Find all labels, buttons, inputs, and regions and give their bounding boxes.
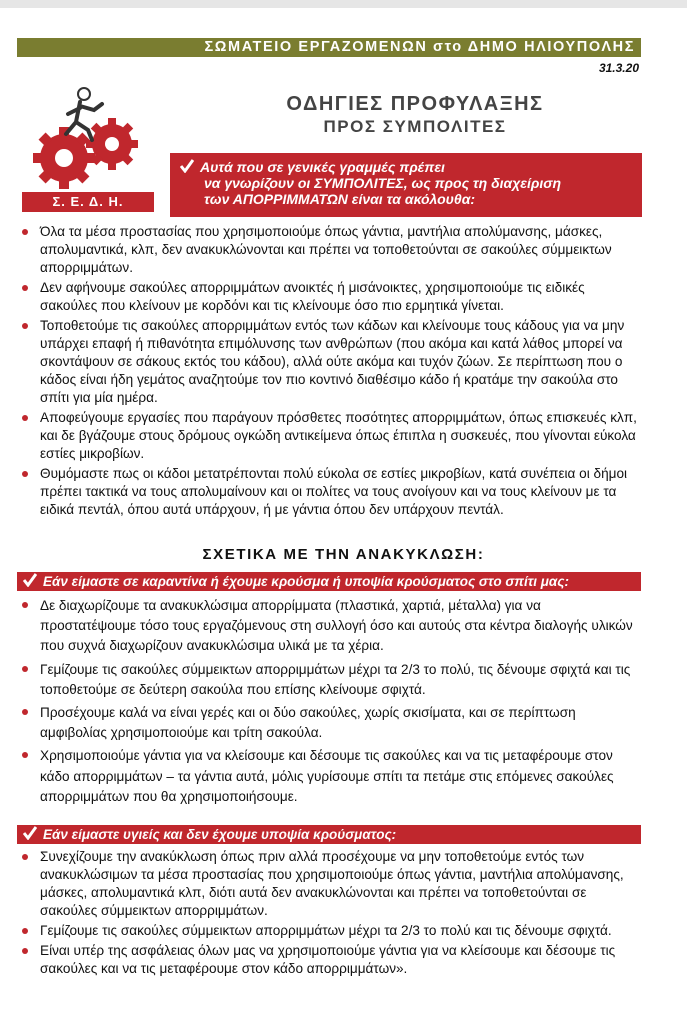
list-item-text: Συνεχίζουμε την ανακύκλωση όπως πριν αλλά προσέχουμε να μην τοποθετούμε εντός των ανακυκλώσιμων τα μέσα προστασίας που χρησιμοποιούμε όπως γάντια, μαντήλια απολύμανσης, μάσκες, απολυμαντικά κλπ, διότι αυτά δεν ανακυκλώνονται και πρέπει να τοποθετούνται σε σακούλες σύμμεικτων απορριμμάτων. [40,849,624,918]
section3-list [40,848,640,980]
section1-intro-line-1 [180,159,632,175]
section2-bar [17,572,641,591]
section1-intro-line-3: των ΑΠΟΡΡΙΜΜΑΤΩΝ είναι τα ακόλουθα: [204,191,476,207]
list-item-text: Γεμίζουμε τις σακούλες σύμμεικτων απορριμμάτων μέχρι τα 2/3 το πολύ και τις δένουμε σφιχτά. [40,923,612,938]
list-item [40,279,640,315]
list-item [40,409,640,463]
bullet-icon [22,229,28,235]
section2-bar-text: Εάν είμαστε σε καραντίνα ή έχουμε κρούσμα ή υποψία κρούσματος στο σπίτι μας: [43,574,569,589]
list-item [40,942,640,978]
list-item-text: Γεμίζουμε τις σακούλες σύμμεικτων απορριμμάτων μέχρι τα 2/3 το πολύ, τις δένουμε σφιχτά και τις τοποθετούμε σε δεύτερη σακούλα που επίσης κλείνουμε σφιχτά. [40,661,631,697]
list-item [40,317,640,407]
recycling-heading: ΣΧΕΤΙΚΑ ΜΕ ΤΗΝ ΑΝΑΚΥΚΛΩΣΗ: [202,546,485,563]
list-item [40,848,640,920]
union-name-bar: ΣΩΜΑΤΕΙΟ ΕΡΓΑΖΟΜΕΝΩΝ στο ΔΗΜΟ ΗΛΙΟΥΠΟΛΗΣ [17,38,641,57]
bullet-icon [22,854,28,860]
list-item [40,703,640,743]
section1-list [40,223,640,521]
checkmark-icon [180,159,194,173]
section1-intro-box [170,153,642,217]
bullet-icon [22,709,28,715]
list-item-text: Αποφεύγουμε εργασίες που παράγουν πρόσθετες ποσότητες απορριμμάτων, όπως επισκευές κλπ, και δε βγάζουμε στους δρόμους ογκώδη αντικείμενα όπως έπιπλα η συσκευές, που γίνονται εύκολα εστίες μικροβίων. [40,410,637,461]
title-line-2: ΠΡΟΣ ΣΥΜΠΟΛΙΤΕΣ [323,117,507,136]
section1-intro-line-2: να γνωρίζουν οι ΣΥΜΠΟΛΙΤΕΣ, ως προς τη διαχείριση [204,175,562,191]
list-item-text: Είναι υπέρ της ασφάλειας όλων μας να χρησιμοποιούμε γάντια για να κλείσουμε και δέσουμε τις σακούλες και να τις μεταφέρουμε στον κάδο απορριμμάτων». [40,943,616,976]
checkmark-icon [23,826,37,840]
document-date: 31.3.20 [598,61,639,75]
list-item-text: Θυμόμαστε πως οι κάδοι μετατρέπονται πολύ εύκολα σε εστίες μικροβίων, κατά συνέπεια οι δήμοι πρέπει τακτικά να τους απολυμαίνουν και οι πολίτες να τους ανοίγουν και να τους κλείνουν με τα ειδικά πεντάλ, όπου αυτά υπάρχουν, ή με γάντια όπου δεν υπάρχουν πεντάλ. [40,466,628,517]
logo-label: Σ. Ε. Δ. Η. [22,192,154,212]
section3-bar [17,825,641,844]
section2-list [40,596,640,810]
title-line-1: ΟΔΗΓΙΕΣ ΠΡΟΦΥΛΑΞΗΣ [286,93,544,115]
bullet-icon [22,928,28,934]
bullet-icon [22,666,28,672]
list-item-text: Όλα τα μέσα προστασίας που χρησιμοποιούμε όπως γάντια, μαντήλια απολύμανσης, μάσκες, απολυμαντικά, κλπ, δεν ανακυκλώνονται και πρέπει να τοποθετούνται σε σακούλες σύμμεικτων απορριμμάτων. [40,224,612,275]
list-item [40,660,640,700]
intro-text-1: Αυτά που σε γενικές γραμμές πρέπει [200,159,445,175]
bullet-icon [22,471,28,477]
bullet-icon [22,752,28,758]
list-item [40,223,640,277]
list-item-text: Δε διαχωρίζουμε τα ανακυκλώσιμα απορρίμματα (πλαστικά, χαρτιά, μέταλλα) για να προστατέψουμε τόσο τους εργαζόμενους στη συλλογή όσο και αυτούς στα κέντρα διαλογής υλικών που συχνά διαχωρίζουν ανακυκλώσιμα υλικά με τα χέρια. [40,598,633,654]
bullet-icon [22,285,28,291]
top-band [0,0,687,8]
bullet-icon [22,415,28,421]
list-item [40,922,640,940]
document-title [250,92,580,138]
list-item-text: Τοποθετούμε τις σακούλες απορριμμάτων εντός των κάδων και κλείνουμε τους κάδους για να μην υπάρχει επαφή ή πιθανότητα επιμόλυνσης των ανθρώπων (που ακόμα και κατά λάθος μπορεί να σκοντάψουν σε σάκους εκτός του κάδου), αλλά ούτε ακόμα και τυχόν ζώων. Σε περίπτωση που ο κάδος είναι ήδη γεμάτος αναζητούμε τον πιο κοντινό διαθέσιμο κάδο ή κρατάμε την σακούλα στο σπίτι για μία ημέρα. [40,318,625,405]
list-item [40,746,640,807]
list-item [40,596,640,657]
checkmark-icon [23,573,37,587]
list-item [40,465,640,519]
bullet-icon [22,948,28,954]
bullet-icon [22,602,28,608]
list-item-text: Προσέχουμε καλά να είναι γερές και οι δύο σακούλες, χωρίς σκισίματα, και σε περίπτωση αμφιβολίας χρησιμοποιούμε και τρίτη σακούλα. [40,705,576,741]
list-item-text: Δεν αφήνουμε σακούλες απορριμμάτων ανοικτές ή μισάνοικτες, χρησιμοποιούμε τις ειδικές σακούλες που κλείνουν με κορδόνι και τις κλείνουμε όσο πιο ερμητικά γίνεται. [40,280,585,313]
bullet-icon [22,323,28,329]
list-item-text: Χρησιμοποιούμε γάντια για να κλείσουμε και δέσουμε τις σακούλες και να τις μεταφέρουμε στον κάδο απορριμμάτων – τα γάντια αυτά, μόλις γυρίσουμε σπίτι τα πετάμε στις επόμενες σακούλες απορριμμάτων που θα χρησιμοποιήσουμε. [40,748,614,804]
section3-bar-text: Εάν είμαστε υγιείς και δεν έχουμε υποψία κρούσματος: [43,827,397,842]
